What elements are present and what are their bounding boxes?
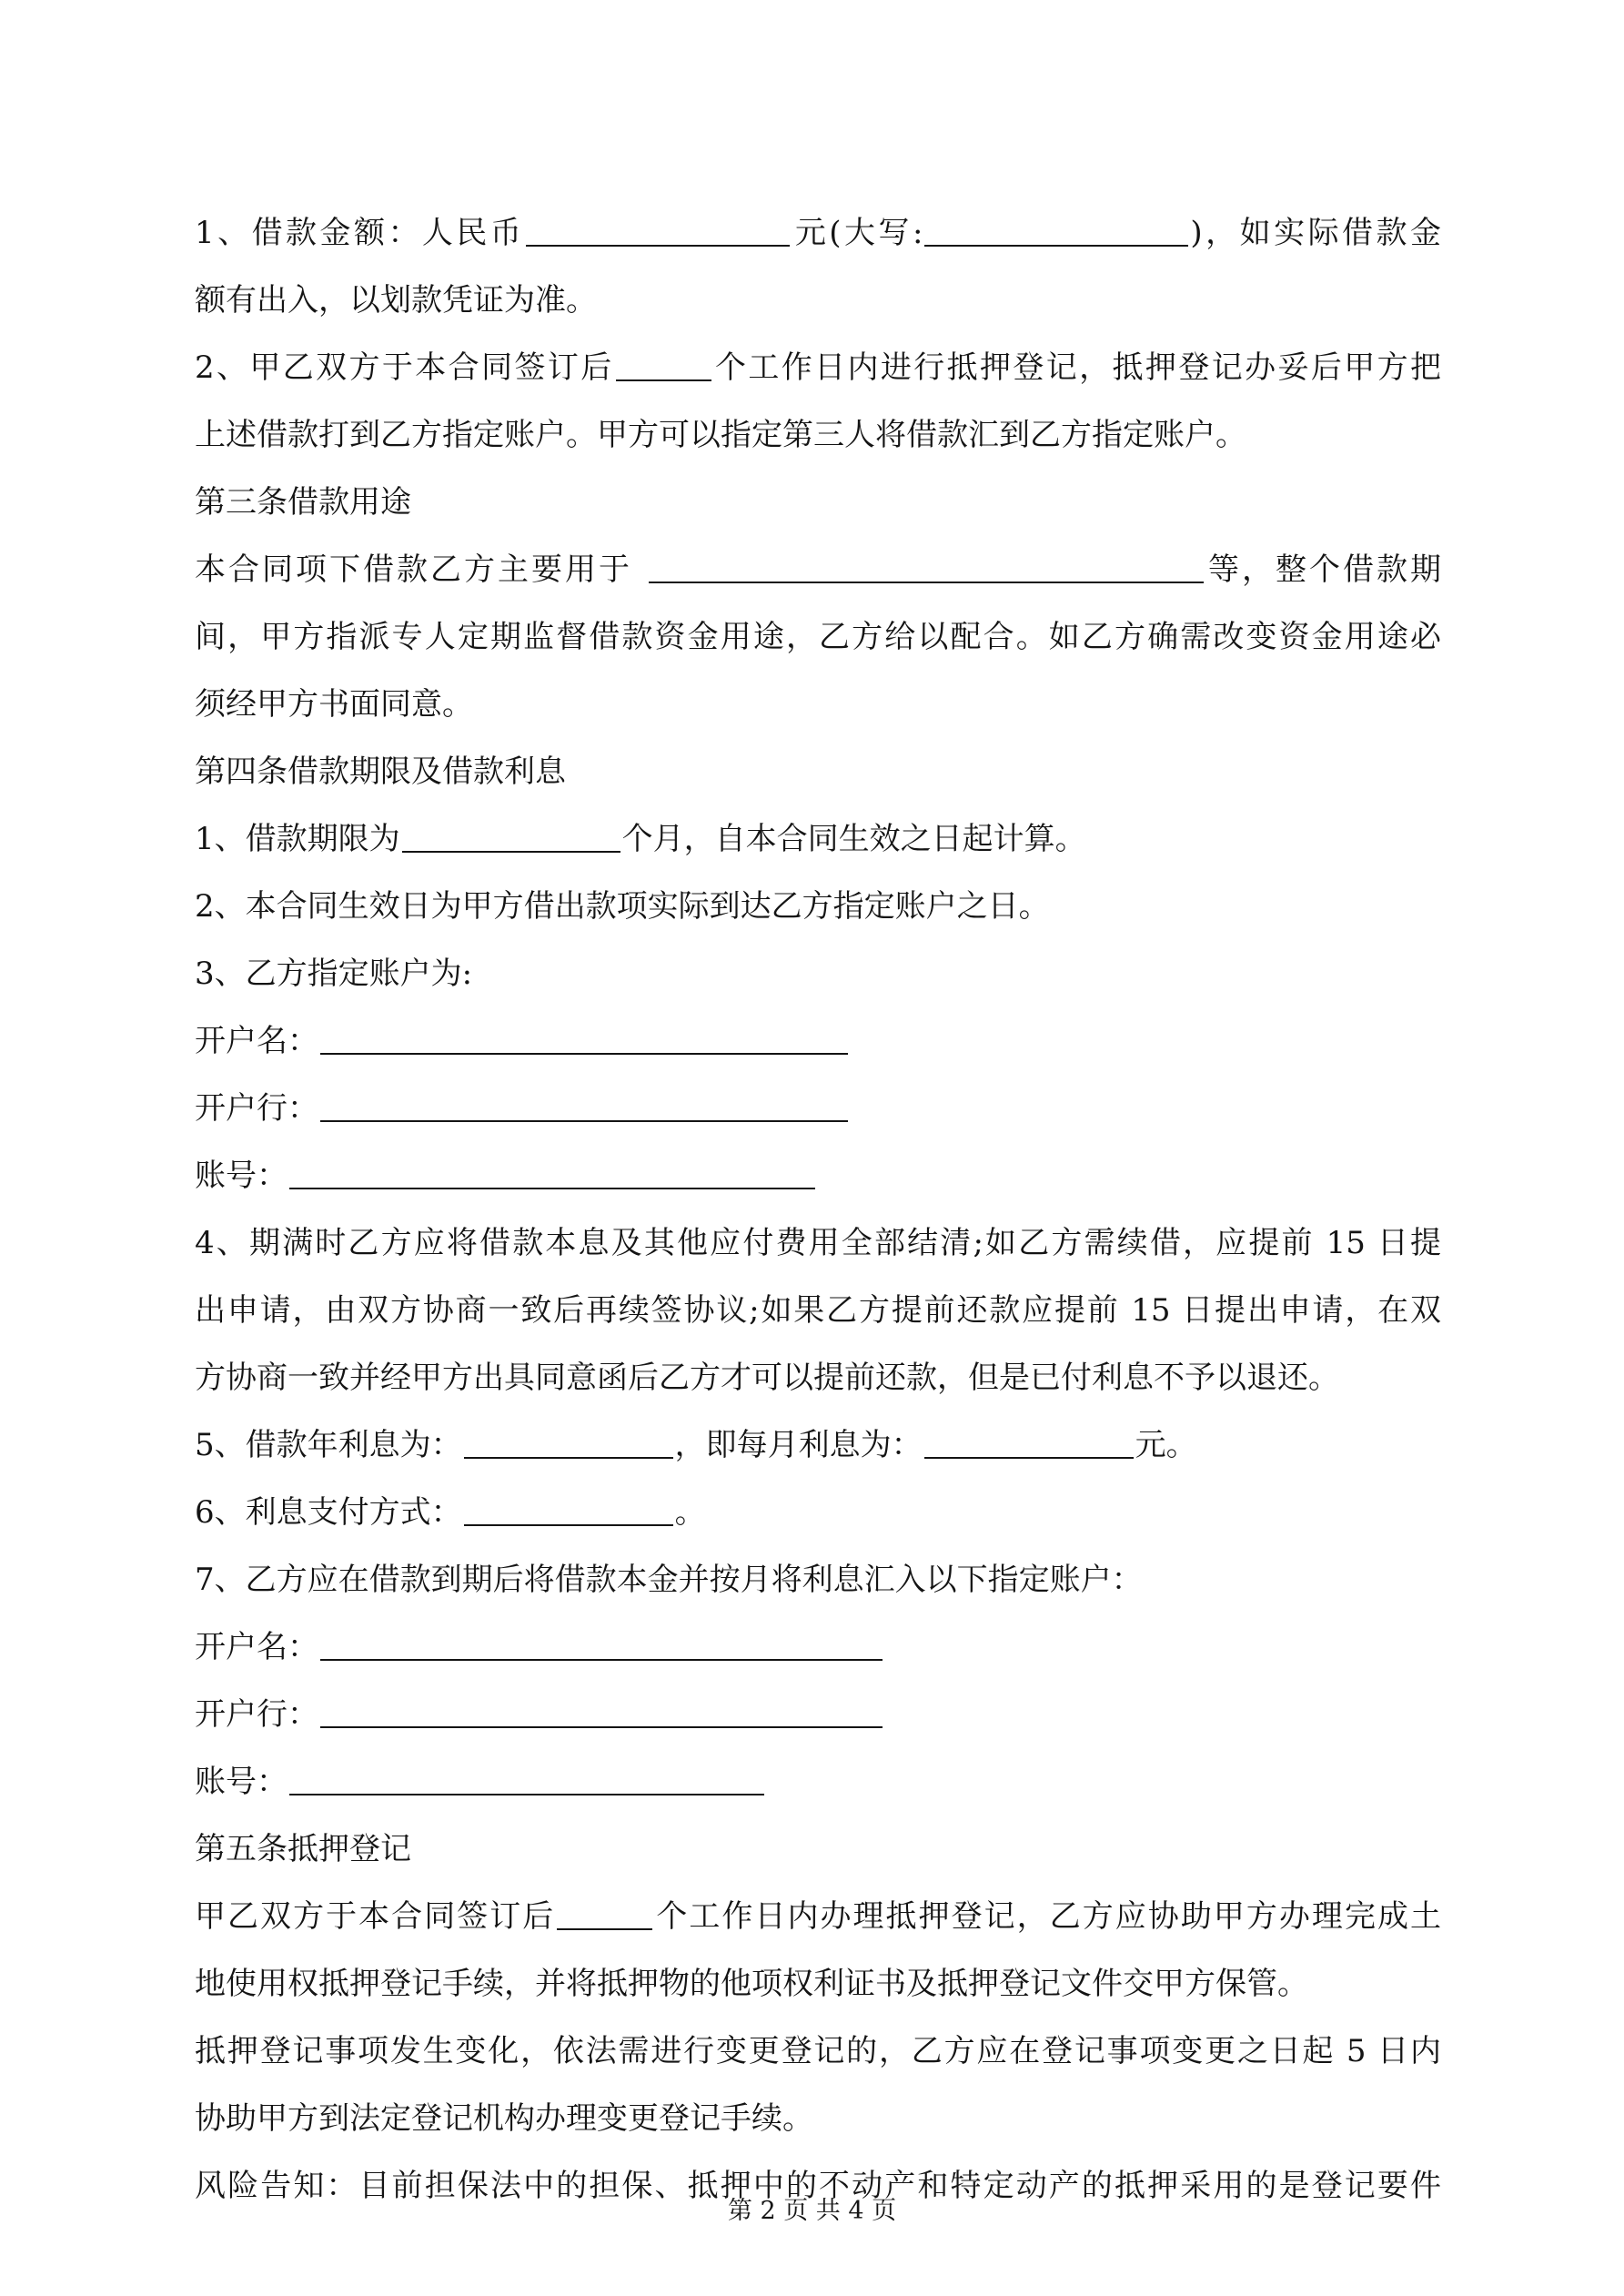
days-blank	[616, 352, 711, 381]
text-line: 协助甲方到法定登记机构办理变更登记手续。	[195, 2100, 813, 2137]
text-line: 出申请，由双方协商一致后再续签协议;如果乙方提前还款应提前 15 日提出申请，在双	[195, 1292, 1441, 1329]
text-line: 额有出入，以划款凭证为准。	[195, 282, 597, 319]
text-line: 7、乙方应在借款到期后将借款本金并按月将利息汇入以下指定账户：	[195, 1562, 1143, 1598]
document-body	[195, 199, 1441, 2220]
account-name-blank	[320, 1632, 883, 1661]
text-line: 甲乙双方于本合同签订后 个工作日内办理抵押登记，乙方应协助甲方办理完成土	[195, 1898, 1442, 1935]
bank-name-blank	[320, 1093, 848, 1122]
bank-name-blank	[320, 1699, 883, 1728]
text-line: 开户名：	[195, 1613, 1441, 1681]
section-heading: 第五条抵押登记	[195, 1831, 411, 1867]
purpose-blank	[649, 554, 1204, 583]
text-line: 方协商一致并经甲方出具同意函后乙方才可以提前还款，但是已付利息不予以退还。	[195, 1360, 1339, 1396]
text-line: 1、借款期限为 个月，自本合同生效之日起计算。	[195, 821, 1086, 857]
text-line: 5、借款年利息为： ，即每月利息为： 元。	[195, 1427, 1197, 1463]
text-line: 4、期满时乙方应将借款本息及其他应付费用全部结清;如乙方需续借，应提前 15 日提	[195, 1225, 1441, 1261]
text-line: 账号：	[195, 1142, 1441, 1209]
text-line: 风险告知：目前担保法中的担保、抵押中的不动产和特定动产的抵押采用的是登记要件	[195, 2168, 1441, 2204]
text-line: 本合同项下借款乙方主要用于 等，整个借款期	[195, 551, 1441, 588]
annual-interest-blank	[464, 1430, 673, 1459]
text-line: 开户行：	[195, 1681, 1441, 1748]
days-blank	[557, 1901, 652, 1930]
text-line: 1、借款金额：人民币 元(大写: )，如实际借款金	[195, 215, 1441, 251]
text-line: 6、利息支付方式： 。	[195, 1494, 706, 1531]
term-months-blank	[402, 824, 620, 853]
monthly-interest-blank	[924, 1430, 1134, 1459]
text-line: 2、本合同生效日为甲方借出款项实际到达乙方指定账户之日。	[195, 888, 1050, 925]
section-heading: 第三条借款用途	[195, 484, 411, 521]
amount-blank	[526, 217, 790, 247]
text-line: 3、乙方指定账户为:	[195, 956, 473, 992]
text-line: 抵押登记事项发生变化，依法需进行变更登记的，乙方应在登记事项变更之日起 5 日内	[195, 2033, 1441, 2069]
text-line: 间，甲方指派专人定期监督借款资金用途，乙方给以配合。如乙方确需改变资金用途必	[195, 619, 1441, 655]
amount-uppercase-blank	[924, 217, 1188, 247]
text-line: 账号：	[195, 1748, 1441, 1816]
text-line: 2、甲乙双方于本合同签订后 个工作日内进行抵押登记，抵押登记办妥后甲方把	[195, 349, 1441, 386]
text-line: 地使用权抵押登记手续，并将抵押物的他项权利证书及抵押登记文件交甲方保管。	[195, 1966, 1308, 2002]
payment-method-blank	[464, 1497, 673, 1526]
text-line: 开户行：	[195, 1075, 1441, 1142]
account-number-blank	[289, 1160, 815, 1189]
text-line: 上述借款打到乙方指定账户。甲方可以指定第三人将借款汇到乙方指定账户。	[195, 417, 1246, 453]
text-line: 开户名：	[195, 1007, 1441, 1075]
page-number: 第 2 页 共 4 页	[727, 2197, 897, 2225]
account-number-blank	[289, 1766, 764, 1795]
text-line: 须经甲方书面同意。	[195, 686, 473, 723]
account-name-blank	[320, 1026, 848, 1055]
section-heading: 第四条借款期限及借款利息	[195, 754, 566, 790]
